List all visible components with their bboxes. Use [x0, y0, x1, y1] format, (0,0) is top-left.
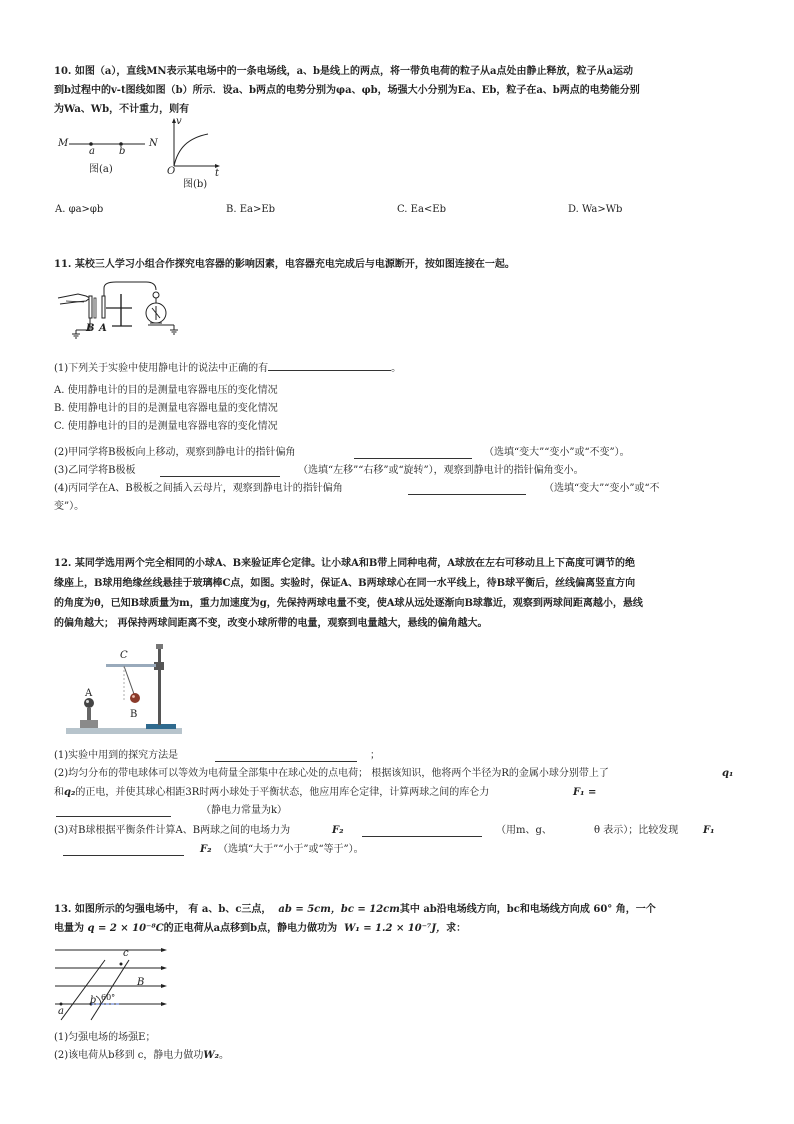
- q13-W2: W₂: [203, 1050, 219, 1061]
- q11-label-B: B: [86, 323, 95, 334]
- q11-sub1: [54, 360, 401, 375]
- q13-sub2-end: 。: [218, 1050, 229, 1061]
- q11-option-c[interactable]: C. 使用静电计的目的是测量电容器电容的变化情况: [54, 421, 278, 432]
- q13-label-b: b: [90, 995, 97, 1006]
- q12-sub2-line1: (2)均匀分布的带电球体可以等效为电荷量全部集中在球心处的点电荷； 根据该知识，他将两个半径为R的金属小球分别带上了: [54, 768, 609, 779]
- q10-label-t: t: [215, 168, 220, 179]
- q12-line4: 的偏角越大； 再保持两球间距离不变，改变小球所带的电量，观察到电量越大，悬线的偏角越大。: [54, 618, 488, 629]
- q11-sub1-blank[interactable]: [268, 360, 391, 371]
- q11-sub1-text: (1)下列关于实验中使用静电计的说法中正确的有: [54, 363, 269, 374]
- q12-F2: F₂: [332, 825, 344, 836]
- q13-line2-b: 的正电荷从a点移到b点，静电力做功为: [163, 923, 338, 934]
- q13-sub2: [54, 1050, 229, 1062]
- q10-label-M: M: [58, 138, 69, 149]
- q13-W1: W₁ = 1.2 × 10⁻⁷J，: [344, 923, 447, 934]
- q10-line3: 为Wa、Wb，不计重力，则有: [54, 104, 190, 115]
- q12-sub1-blank[interactable]: [215, 751, 357, 762]
- q10-option-b[interactable]: B. Ea>Eb: [226, 204, 276, 215]
- q12-sub2-line3: （静电力常量为k）: [201, 805, 288, 816]
- q13-line1-c: 角，一个: [615, 904, 656, 915]
- q11-sub1-end: 。: [391, 363, 402, 374]
- q13-sub1: (1)匀强电场的场强E；: [54, 1032, 156, 1043]
- q13-label-angle: 60°: [101, 993, 116, 1002]
- q12-sub3-choice: （选填“大于”“小于”或“等于”）。: [218, 844, 364, 855]
- q10-label-O: O: [167, 166, 176, 177]
- q13-line2-a: 电量为: [54, 923, 84, 934]
- q12-label-B: B: [130, 709, 138, 720]
- q10-line1: 10. 如图（a），直线MN表示某电场中的一条电场线，a、b是线上的两点，将一带负电荷的粒子从a点处由静止释放，粒子从a运动: [54, 66, 633, 77]
- q12-F1: F₁ =: [573, 787, 597, 798]
- q13-line2-c: 求：: [446, 923, 467, 934]
- q12-sub2-and: 和: [54, 787, 64, 798]
- q10-label-v: v: [176, 116, 182, 127]
- q12-sub3-blank1[interactable]: [362, 826, 482, 837]
- q13-angle: 60°: [593, 904, 613, 915]
- q10-label-N: N: [149, 138, 158, 149]
- q12-sub3-blank2[interactable]: [63, 845, 184, 856]
- q13-line1-b: 其中 ab沿电场线方向，bc和电场线方向成: [399, 904, 590, 915]
- q11-option-a[interactable]: A. 使用静电计的目的是测量电容器电压的变化情况: [54, 385, 278, 396]
- q12-sub3-compare: θ 表示）；比较发现: [594, 825, 679, 836]
- q10-caption-a: 图(a): [89, 164, 113, 175]
- q12-sub1: (1)实验中用到的探究方法是: [54, 750, 179, 761]
- q12-line2: 缘座上，B球用绝缘丝线悬挂于玻璃棒C点，如图。实验时，保证A、B两球球心在同一水平线上，待B球平衡后，丝线偏离竖直方向: [54, 578, 636, 589]
- q13-line1: [54, 904, 656, 916]
- q12-line3: 的角度为θ，已知B球质量为m，重力加速度为g，先保持两球电量不变，使A球从远处逐渐向B球靠近，观察到两球间距离越小，悬线: [54, 598, 643, 609]
- q13-ab: ab = 5cm，: [278, 904, 341, 915]
- q11-stem: 11. 某校三人学习小组合作探究电容器的影响因素，电容器充电完成后与电源断开，按如图连接在一起。: [54, 259, 515, 270]
- q12-sub1-end: ；: [370, 750, 380, 761]
- q12-label-C: C: [120, 650, 128, 661]
- q10-line2: 到b过程中的v-t图线如图（b）所示．设a、b两点的电势分别为φa、φb，场强大小分别为Ea、Eb，粒子在a、b两点的电势能分别: [54, 85, 640, 96]
- q11-sub2-tail: （选填“变大”“变小”或“不变”）。: [484, 447, 630, 458]
- q13-label-B: B: [137, 977, 145, 988]
- q11-sub4: (4)丙同学在A、B极板之间插入云母片，观察到静电计的指针偏角: [54, 483, 343, 494]
- q10-label-a: a: [89, 146, 95, 157]
- q13-sub2-text: (2)该电荷从b移到 c，静电力做功: [54, 1050, 204, 1061]
- q13-field-figure: [55, 944, 175, 1024]
- q12-q1: q₁: [722, 768, 734, 779]
- q11-label-A: A: [99, 323, 107, 334]
- q12-sub3-text: (3)对B球根据平衡条件计算A、B两球之间的电场力为: [54, 825, 291, 836]
- q12-label-A: A: [85, 688, 93, 699]
- q11-sub2-blank[interactable]: [354, 448, 472, 459]
- q12-sub2-blank[interactable]: [56, 806, 171, 817]
- q12-sub3-usage: （用m、g、: [496, 825, 552, 836]
- q13-line2: [54, 923, 466, 935]
- q10-label-b: b: [119, 146, 126, 157]
- q12-sub2-line2: [54, 787, 489, 799]
- q11-capacitor-figure: [56, 280, 186, 342]
- q12-F2-compare: F₂: [200, 844, 212, 855]
- q12-F1-compare: F₁: [703, 825, 715, 836]
- q11-option-b[interactable]: B. 使用静电计的目的是测量电容器电量的变化情况: [54, 403, 278, 414]
- q11-sub3: (3)乙同学将B极板: [54, 465, 136, 476]
- q11-sub3-tail: （选填“左移”“右移”或“旋转”），观察到静电计的指针偏角变小。: [298, 465, 584, 476]
- q10-option-c[interactable]: C. Ea<Eb: [397, 204, 446, 215]
- q10-option-a[interactable]: A. φa>φb: [55, 204, 104, 215]
- q11-sub4-tail: （选填“变大”“变小”或“不: [544, 483, 660, 494]
- q10-caption-b: 图(b): [183, 179, 208, 190]
- q13-line1-a: 13. 如图所示的匀强电场中， 有 a、b、c三点，: [54, 904, 272, 915]
- q13-label-c: c: [123, 948, 129, 959]
- q10-option-d[interactable]: D. Wa>Wb: [568, 204, 623, 215]
- q12-q2: q₂: [64, 787, 76, 798]
- q11-sub4-line2: 变”）。: [54, 501, 85, 512]
- q13-bc: bc = 12cm: [340, 904, 400, 915]
- q12-sub2-line2-text: 的正电，并使其球心相距3R时两小球处于平衡状态，他应用库仑定律，计算两球之间的库仑力: [75, 787, 490, 798]
- q13-label-a: a: [58, 1006, 64, 1017]
- q11-sub4-blank[interactable]: [408, 484, 526, 495]
- q12-line1: 12. 某同学选用两个完全相同的小球A、B来验证库仑定律。让小球A和B带上同种电荷，A球放在左右可移动且上下高度可调节的绝: [54, 558, 636, 569]
- q11-sub3-blank[interactable]: [160, 466, 280, 477]
- q11-sub2: (2)甲同学将B极板向上移动，观察到静电计的指针偏角: [54, 447, 296, 458]
- q13-charge: q = 2 × 10⁻⁸C: [87, 923, 164, 934]
